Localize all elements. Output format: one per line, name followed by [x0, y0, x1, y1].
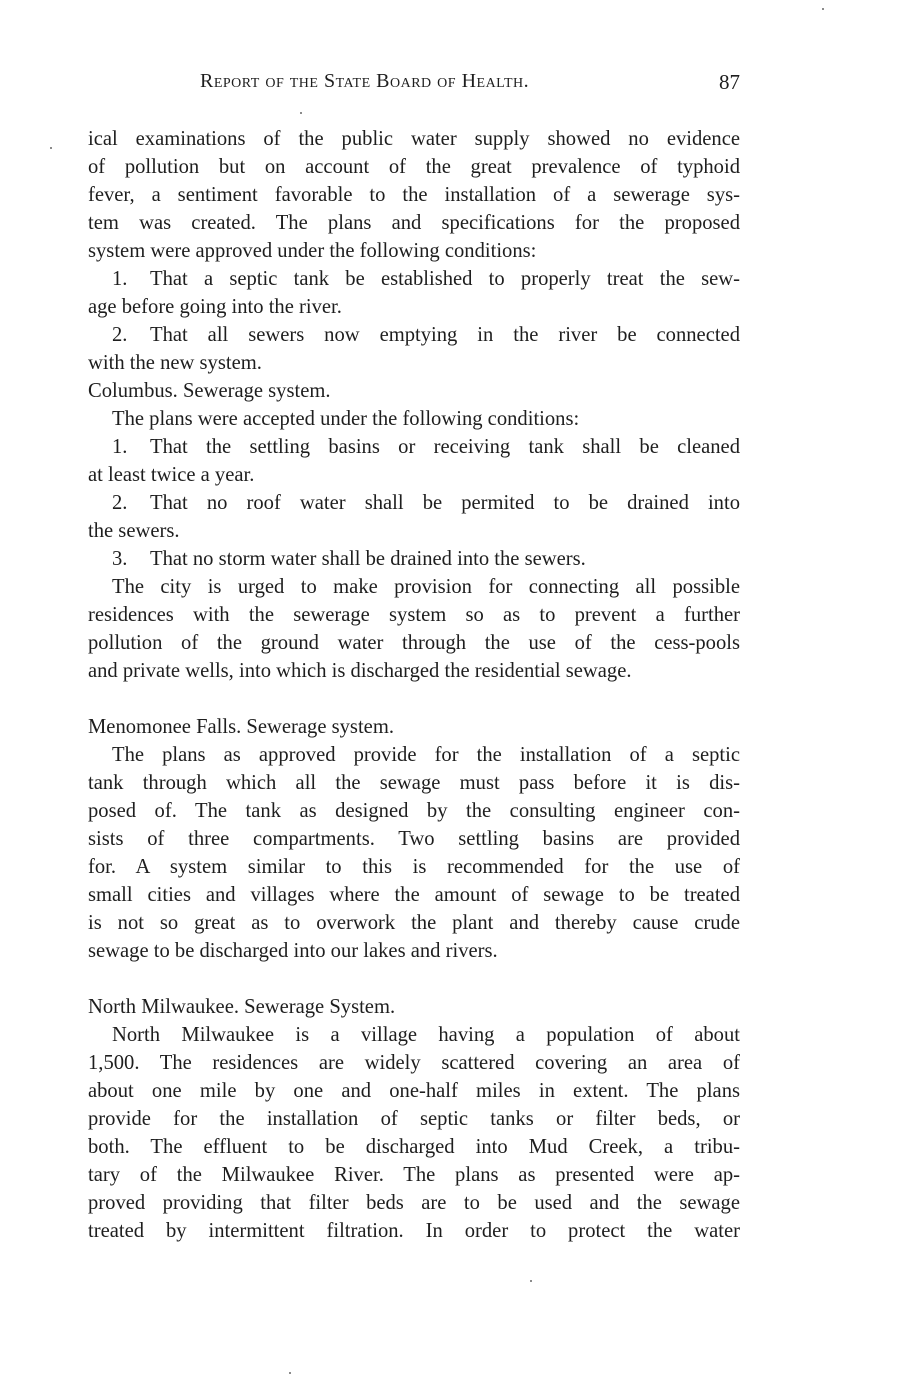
- text-line: 1,500. The residences are widely scattered covering an area of: [88, 1052, 740, 1074]
- paragraph-gap: [88, 685, 740, 713]
- text-line: pollution of the ground water through the use of the cess-pools: [88, 632, 740, 654]
- running-head: [88, 70, 740, 100]
- text-line: residences with the sewerage system so as to prevent a further: [88, 604, 740, 626]
- text-line: is not so great as to overwork the plant and thereby cause crude: [88, 912, 740, 934]
- text-line: North Milwaukee is a village having a population of about: [112, 1024, 740, 1046]
- text-line: The plans as approved provide for the installation of a septic: [112, 744, 740, 766]
- text-line: proved providing that filter beds are to be used and the sewage: [88, 1192, 740, 1214]
- text-line: tem was created. The plans and specifications for the proposed: [88, 212, 740, 234]
- condition-item: 1. That the settling basins or receiving tank shall be cleaned: [112, 436, 740, 458]
- text-line: about one mile by one and one-half miles in extent. The plans: [88, 1080, 740, 1102]
- text-line: fever, a sentiment favorable to the installation of a sewerage sys-: [88, 184, 740, 206]
- text-line: ical examinations of the public water supply showed no evidence: [88, 128, 740, 150]
- section-heading-north-milwaukee: North Milwaukee. Sewerage System.: [88, 996, 396, 1018]
- scan-speck: [289, 1372, 291, 1374]
- condition-item: 2. That all sewers now emptying in the river be connected: [112, 324, 740, 346]
- scan-speck: [822, 8, 824, 10]
- text-line: at least twice a year.: [88, 464, 255, 486]
- condition-item: 2. That no roof water shall be permited to be drained into: [112, 492, 740, 514]
- body-text: [88, 125, 740, 1245]
- text-line: provide for the installation of septic tanks or filter beds, or: [88, 1108, 740, 1130]
- text-line: sists of three compartments. Two settling basins are provided: [88, 828, 740, 850]
- text-line: both. The effluent to be discharged into Mud Creek, a tribu-: [88, 1136, 740, 1158]
- running-title: Report of the State Board of Health.: [200, 70, 530, 92]
- scan-speck: [530, 1280, 532, 1282]
- text-line: system were approved under the following conditions:: [88, 240, 537, 262]
- scan-speck: [50, 147, 52, 149]
- text-line: for. A system similar to this is recommended for the use of: [88, 856, 740, 878]
- text-line: of pollution but on account of the great prevalence of typhoid: [88, 156, 740, 178]
- text-line: tary of the Milwaukee River. The plans as presented were ap-: [88, 1164, 740, 1186]
- condition-item: 3. That no storm water shall be drained into the sewers.: [112, 548, 586, 570]
- text-line: tank through which all the sewage must pass before it is dis-: [88, 772, 740, 794]
- text-line: and private wells, into which is discharged the residential sewage.: [88, 660, 632, 682]
- text-line: posed of. The tank as designed by the consulting engineer con-: [88, 800, 740, 822]
- section-heading-menomonee-falls: Menomonee Falls. Sewerage system.: [88, 716, 394, 738]
- text-line: treated by intermittent filtration. In order to protect the water: [88, 1220, 740, 1242]
- condition-item: 1. That a septic tank be established to properly treat the sew-: [112, 268, 740, 290]
- text-line: sewage to be discharged into our lakes and rivers.: [88, 940, 498, 962]
- text-line: the sewers.: [88, 520, 180, 542]
- text-line: The plans were accepted under the following conditions:: [112, 408, 580, 430]
- text-line: with the new system.: [88, 352, 262, 374]
- scan-speck: [300, 112, 302, 114]
- page-number: 87: [719, 70, 740, 94]
- text-line: The city is urged to make provision for connecting all possible: [112, 576, 740, 598]
- text-line: small cities and villages where the amount of sewage to be treated: [88, 884, 740, 906]
- paragraph-gap: [88, 965, 740, 993]
- section-heading-columbus: Columbus. Sewerage system.: [88, 380, 331, 402]
- text-line: age before going into the river.: [88, 296, 342, 318]
